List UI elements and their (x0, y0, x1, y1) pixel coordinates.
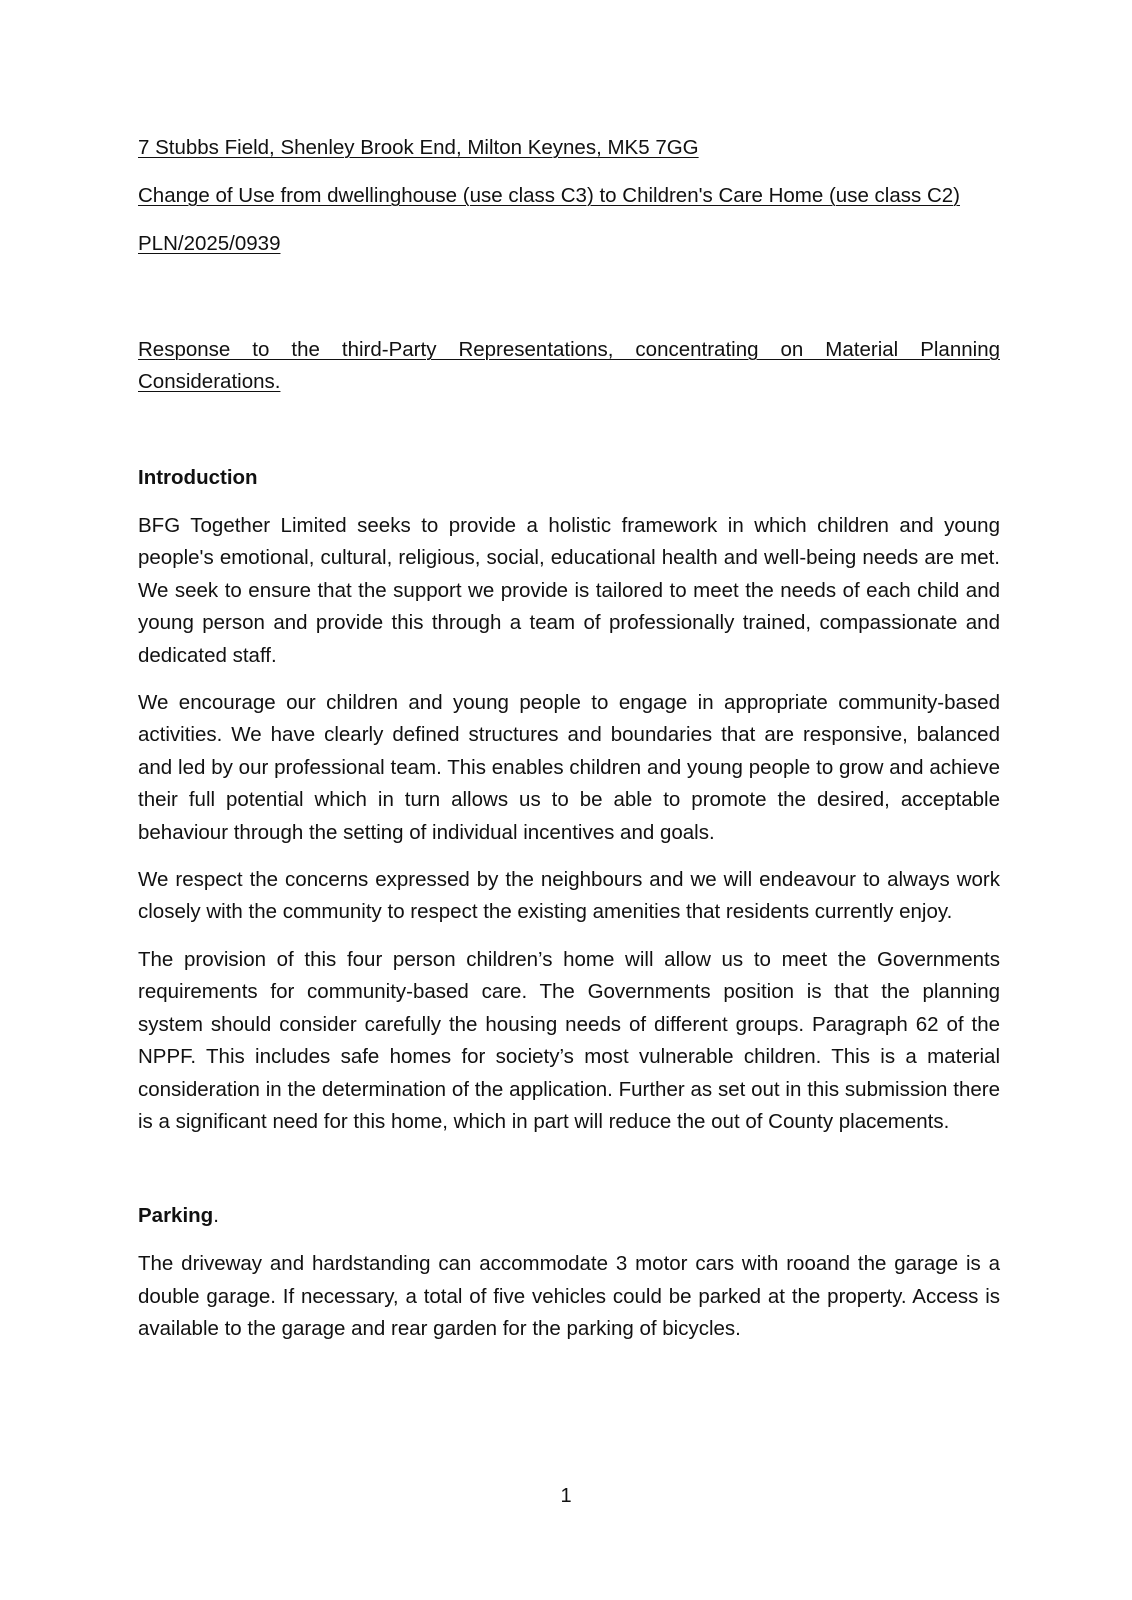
introduction-heading: Introduction (138, 466, 258, 489)
site-address: 7 Stubbs Field, Shenley Brook End, Milton Keynes, MK5 7GG (138, 136, 699, 159)
parking-paragraph-1: The driveway and hardstanding can accommodate 3 motor cars with rooand the garage is a double garage. If necessary, a total of five vehicles could be parked at the property. Access is available to the garage and rear garden for the parking of bicycles. (138, 1252, 1000, 1341)
introduction-paragraph-4: The provision of this four person children’s home will allow us to meet the Governments requirements for community-based care. The Governments position is that the planning system should consider carefully the housing needs of different groups. Paragraph 62 of the NPPF. This includes safe homes for society’s most vulnerable children. This is a material consideration in the determination of the application. Further as set out in this submission there is a significant need for this home, which in part will reduce the out of County placements. (138, 947, 1000, 1133)
introduction-paragraph-2: We encourage our children and young people to engage in appropriate community-based activities. We have clearly defined structures and boundaries that are responsive, balanced and led by our professional team. This enables children and young people to grow and achieve their full potential which in turn allows us to be able to promote the desired, acceptable behaviour through the setting of individual incentives and goals. (138, 691, 1000, 844)
parking-heading-text: Parking (138, 1204, 214, 1228)
introduction-paragraph-3: We respect the concerns expressed by the neighbours and we will endeavour to always work closely with the community to respect the existing amenities that residents currently enjoy. (138, 868, 1000, 924)
parking-heading-period: . (213, 1204, 219, 1228)
response-title: Response to the third-Party Representations, concentrating on Material Planning Considerations. (138, 338, 1000, 393)
proposal-description: Change of Use from dwellinghouse (use class C3) to Children's Care Home (use class C2) (138, 184, 960, 207)
document-page (138, 134, 1000, 1361)
page-number: 1 (560, 1485, 572, 1507)
parking-heading (138, 1202, 1000, 1230)
introduction-paragraph-1: BFG Together Limited seeks to provide a holistic framework in which children and young people's emotional, cultural, religious, social, educational health and well-being needs are met. We seek to ensure that the support we provide is tailored to meet the needs of each child and young person and provide this through a team of professionally trained, compassionate and dedicated staff. (138, 514, 1000, 667)
application-reference: PLN/2025/0939 (138, 232, 281, 255)
